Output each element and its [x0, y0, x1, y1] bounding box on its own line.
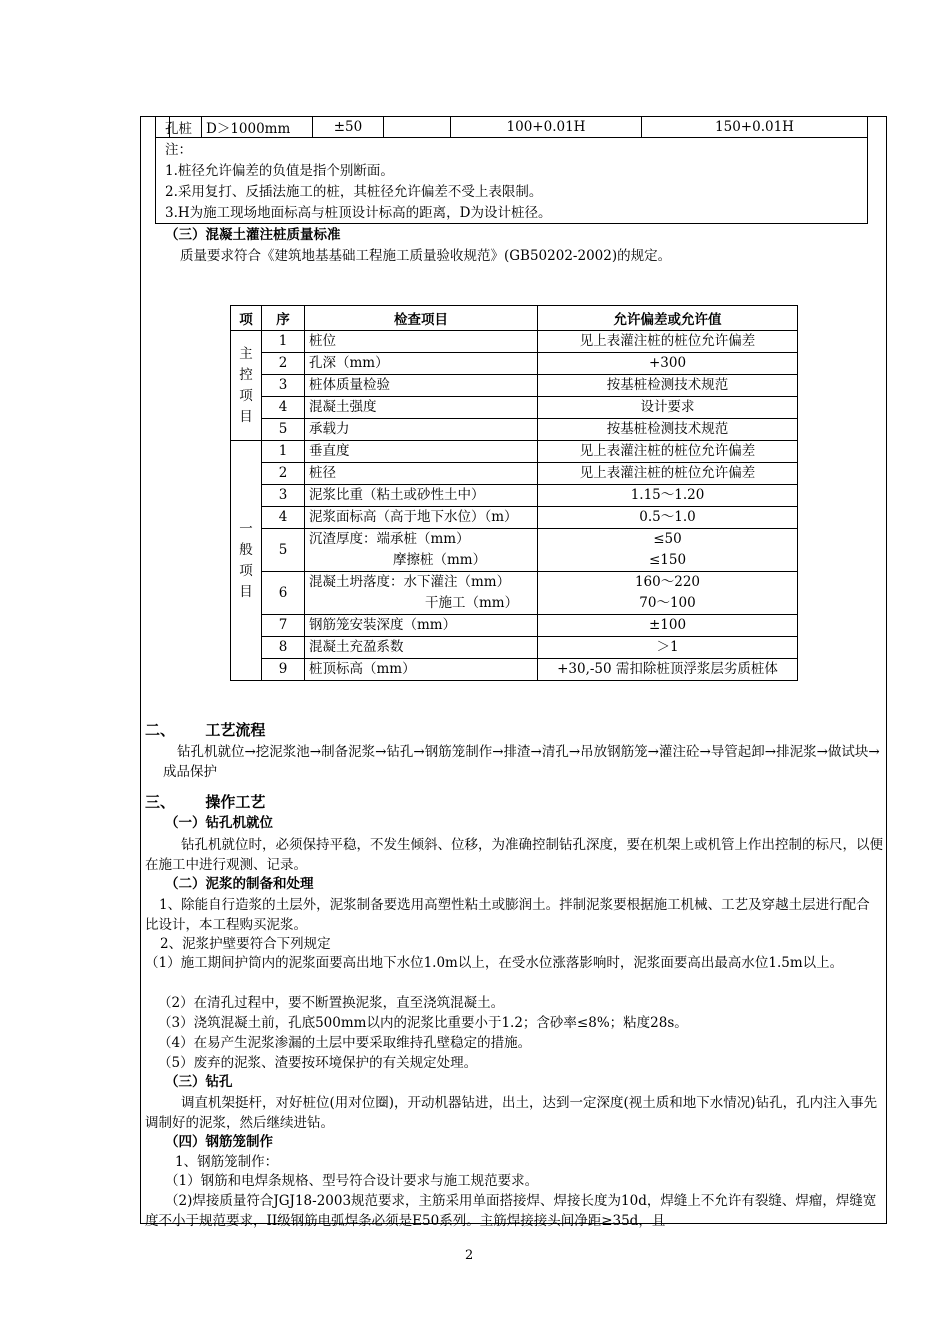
allowed-value: ±100	[538, 615, 798, 637]
table-cell: 100+0.01H	[451, 117, 642, 138]
check-item: 钢筋笼安装深度（mm）	[305, 615, 538, 637]
paragraph: 钻孔机就位时，必须保持平稳，不发生倾斜、位移，为准确控制钻孔深度，要在机架上或机管上作出控制的标尺，以便在施工中进行观测、记录。	[145, 837, 883, 873]
notes-box	[155, 138, 868, 224]
check-item: 桩体质量检验	[305, 375, 538, 397]
check-item: 泥浆比重（粘土或砂性土中）	[305, 485, 538, 507]
check-item: 混凝土强度	[305, 397, 538, 419]
row-number: 3	[262, 485, 305, 507]
allowed-value: 设计要求	[538, 397, 798, 419]
table-row	[231, 659, 798, 681]
paragraph: 2、泥浆护壁要符合下列规定	[160, 936, 331, 952]
table-row	[231, 485, 798, 507]
list-item: （1）钢筋和电焊条规格、型号符合设计要求与施工规范要求。	[165, 1173, 539, 1189]
list-item: （4）在易产生泥浆渗漏的土层中要采取维持孔壁稳定的措施。	[158, 1035, 532, 1051]
table-row	[231, 397, 798, 419]
sub-heading: （二）泥浆的制备和处理	[165, 876, 314, 892]
paragraph: 质量要求符合《建筑地基基础工程施工质量验收规范》(GB50202-2002)的规定。	[180, 248, 672, 264]
table-row	[231, 331, 798, 353]
allowed-value: 见上表灌注桩的桩位允许偏差	[538, 441, 798, 463]
sub-heading: （一）钻孔机就位	[165, 815, 273, 831]
row-number: 3	[262, 375, 305, 397]
allowed-value: +30,-50 需扣除桩顶浮浆层劣质桩体	[538, 659, 798, 681]
page-number: 2	[465, 1248, 474, 1263]
paragraph: 1、钢筋笼制作：	[175, 1154, 279, 1170]
sub-heading: （四）钢筋笼制作	[165, 1134, 273, 1150]
list-item: （2）在清孔过程中，要不断置换泥浆，直至浇筑混凝土。	[158, 995, 505, 1011]
row-number: 2	[262, 353, 305, 375]
list-item: （5）废弃的泥浆、渣要按环境保护的有关规定处理。	[158, 1055, 478, 1071]
row-number: 9	[262, 659, 305, 681]
note-item: 2.采用复打、反插法施工的桩，其桩径允许偏差不受上表限制。	[165, 184, 543, 200]
table-cell	[384, 117, 451, 138]
paragraph: 1、除能自行造浆的土层外，泥浆制备要选用高塑性粘土或膨润土。拌制泥浆要根据施工机械、工艺及穿越土层进行配合比设计，本工程购买泥浆。	[145, 897, 870, 933]
row-number: 2	[262, 463, 305, 485]
check-item: 桩位	[305, 331, 538, 353]
section-2-heading: 二、 工艺流程	[145, 721, 266, 739]
check-item: 泥浆面标高（高于地下水位）（m）	[305, 507, 538, 529]
table-cell: ±50	[313, 117, 384, 138]
table-header-row	[231, 306, 798, 331]
table-cell: 孔桩	[156, 117, 202, 138]
row-number: 4	[262, 507, 305, 529]
allowed-value: +300	[538, 353, 798, 375]
check-item: 沉渣厚度：端承桩（mm） 摩擦桩（mm）	[305, 529, 538, 572]
table-cell: 150+0.01H	[642, 117, 868, 138]
header-cell: 检查项目	[305, 306, 538, 331]
row-number: 7	[262, 615, 305, 637]
allowed-value: 按基桩检测技术规范	[538, 419, 798, 441]
paragraph: 调直机架挺杆，对好桩位(用对位圈)，开动机器钻进，出土，达到一定深度(视土质和地下水情况)钻孔，孔内注入事先调制好的泥浆，然后继续进钻。	[145, 1095, 878, 1131]
group-label-main: 主 控 项 目	[231, 331, 262, 441]
process-flow: 钻孔机就位→挖泥浆池→制备泥浆→钻孔→钢筋笼制作→排渣→清孔→吊放钢筋笼→灌注砼→导管起卸→排泥浆→做试块→成品保护	[163, 744, 880, 780]
row-number: 5	[262, 529, 305, 572]
check-item: 混凝土坍落度：水下灌注（mm） 干施工（mm）	[305, 572, 538, 615]
allowed-value: 按基桩检测技术规范	[538, 375, 798, 397]
table-cell: D＞1000mm	[202, 117, 313, 138]
allowed-value: 0.5～1.0	[538, 507, 798, 529]
table-row	[156, 117, 868, 138]
check-item: 孔深（mm）	[305, 353, 538, 375]
notes-title: 注：	[165, 142, 192, 158]
header-cell: 项	[231, 306, 262, 331]
row-number: 6	[262, 572, 305, 615]
check-item: 混凝土充盈系数	[305, 637, 538, 659]
allowed-value: ＞1	[538, 637, 798, 659]
table-row	[231, 507, 798, 529]
check-item: 承载力	[305, 419, 538, 441]
table-row	[231, 463, 798, 485]
row-number: 4	[262, 397, 305, 419]
header-cell: 序	[262, 306, 305, 331]
list-item: （1）施工期间护筒内的泥浆面要高出地下水位1.0m以上，在受水位涨落影响时，泥浆面要高出最高水位1.5m以上。	[145, 955, 844, 971]
row-number: 1	[262, 441, 305, 463]
check-item: 桩顶标高（mm）	[305, 659, 538, 681]
section-heading: （三）混凝土灌注桩质量标准	[165, 227, 341, 243]
quality-standard-table	[230, 305, 798, 681]
allowed-value: 1.15～1.20	[538, 485, 798, 507]
allowed-value: 160～220 70～100	[538, 572, 798, 615]
table-row	[231, 441, 798, 463]
table-row	[231, 375, 798, 397]
note-item: 3.H为施工现场地面标高与桩顶设计标高的距离，D为设计桩径。	[165, 205, 552, 221]
sub-heading: （三）钻孔	[165, 1074, 233, 1090]
row-number: 1	[262, 331, 305, 353]
row-number: 5	[262, 419, 305, 441]
table-row	[231, 572, 798, 615]
allowed-value: 见上表灌注桩的桩位允许偏差	[538, 463, 798, 485]
table-row	[231, 353, 798, 375]
table-row	[231, 419, 798, 441]
table-row	[231, 637, 798, 659]
group-label-general: 一 般 项 目	[231, 441, 262, 681]
table-row	[231, 615, 798, 637]
check-item: 桩径	[305, 463, 538, 485]
pile-tolerance-table-tail	[155, 116, 868, 138]
row-number: 8	[262, 637, 305, 659]
list-item: （3）浇筑混凝土前，孔底500mm以内的泥浆比重要小于1.2；含砂率≤8%；粘度28s。	[158, 1015, 688, 1031]
header-cell: 允许偏差或允许值	[538, 306, 798, 331]
note-item: 1.桩径允许偏差的负值是指个别断面。	[165, 163, 394, 179]
check-item: 垂直度	[305, 441, 538, 463]
list-item: （2)焊接质量符合JGJ18-2003规范要求，主筋采用单面搭接焊、焊接长度为10d，焊缝上不允许有裂缝、焊瘤，焊缝宽度不小于规范要求，II级钢筋电弧焊条必须是E50系列。主筋焊接接头间净距≥35d，且	[145, 1193, 877, 1229]
section-3-heading: 三、 操作工艺	[145, 793, 266, 811]
allowed-value: 见上表灌注桩的桩位允许偏差	[538, 331, 798, 353]
table-row	[231, 529, 798, 572]
allowed-value: ≤50 ≤150	[538, 529, 798, 572]
